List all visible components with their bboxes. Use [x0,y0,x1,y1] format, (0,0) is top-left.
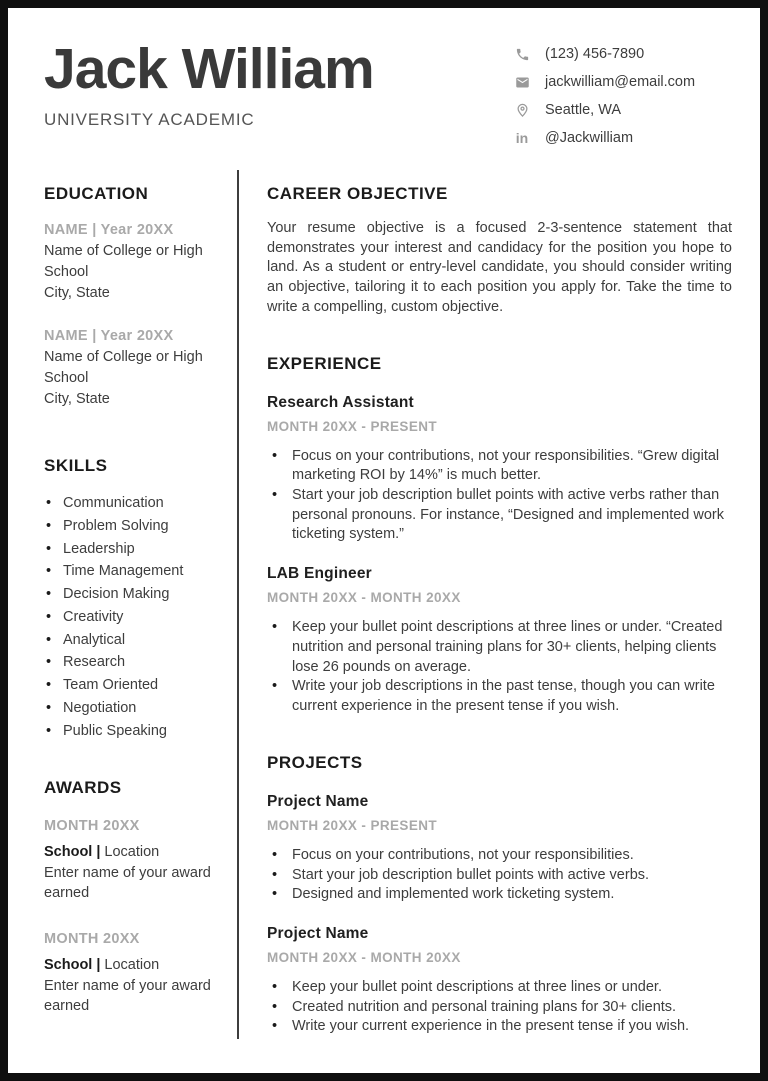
skill-item: • Public Speaking [44,720,221,743]
skill-item: • Research [44,651,221,674]
award-location: Location [104,844,160,861]
skill-item: • Leadership [44,538,221,561]
identity-block [44,37,374,146]
contact-location: Seattle, WA [545,102,622,118]
main-column [239,170,760,1073]
skill-item: • Decision Making [44,583,221,606]
contact-email: jackwilliam@email.com [545,74,696,90]
award-school-line [44,842,221,862]
education-heading: EDUCATION [44,184,149,203]
project-title: Project Name [267,792,369,810]
project-dates: MONTH 20XX - MONTH 20XX [267,949,461,965]
skills-heading: SKILLS [44,456,108,476]
job-dates: MONTH 20XX - MONTH 20XX [267,590,461,606]
education-school: Name of College or High School [44,349,203,387]
phone-icon [514,46,530,62]
skill-item: • Negotiation [44,697,221,720]
project-entry [267,925,732,1037]
job-bullet: • Keep your bullet point descriptions at three lines or under. “Created nutrition and personal training plans for 30+ clients, helping clients lose 26 pounds on average. [267,618,732,677]
education-meta: NAME | Year 20XX [44,222,174,238]
award-school-line [44,955,221,975]
education-entry [44,328,221,410]
award-school: School | [44,957,101,974]
award-description: Enter name of your award earned [44,864,211,901]
job-bullet-list [267,618,732,717]
project-bullet: • Write your current experience in the present tense if you wish. [267,1017,732,1037]
experience-job [267,565,732,717]
linkedin-icon: in [515,130,529,146]
contact-row-location [514,102,726,118]
job-bullet-list [267,447,732,546]
job-bullet: • Focus on your contributions, not your responsibilities. “Grew digital marketing ROI by 14%” is much better. [267,447,732,486]
experience-heading: EXPERIENCE [267,353,382,373]
award-entry [44,818,221,903]
award-location: Location [104,957,160,974]
education-city: City, State [44,285,110,302]
sidebar [8,170,239,1039]
project-bullet-list [267,846,732,905]
body-columns [8,170,760,1073]
email-icon [514,74,530,90]
skill-item: • Creativity [44,606,221,629]
project-dates: MONTH 20XX - PRESENT [267,817,438,833]
contact-row-phone [514,46,726,62]
project-bullet: • Start your job description bullet points with active verbs. [267,866,732,886]
contact-block [514,46,726,146]
job-bullet: • Start your job description bullet points with active verbs rather than personal pronouns. For instance, “Designed and implemented work ticketing system.” [267,486,732,545]
contact-row-linkedin [514,130,726,146]
projects-heading: PROJECTS [267,752,363,772]
skill-item: • Team Oriented [44,674,221,697]
person-title: UNIVERSITY ACADEMIC [44,109,255,129]
awards-heading: AWARDS [44,778,122,798]
header [8,8,760,146]
project-entry [267,793,732,905]
project-bullet-list [267,978,732,1037]
contact-linkedin: @Jackwilliam [545,130,634,146]
contact-row-email [514,74,726,90]
award-school: School | [44,844,101,861]
contact-phone: (123) 456-7890 [545,46,645,62]
career-objective-heading: CAREER OBJECTIVE [267,184,448,203]
project-title: Project Name [267,924,369,942]
job-bullet: • Write your job descriptions in the past tense, though you can write current experience in the present tense if you wish. [267,677,732,716]
education-city: City, State [44,391,110,408]
skill-item: • Problem Solving [44,515,221,538]
award-date: MONTH 20XX [44,818,140,835]
education-school: Name of College or High School [44,243,203,281]
location-icon [514,102,530,118]
job-title: LAB Engineer [267,565,372,583]
skill-item: • Communication [44,492,221,515]
career-objective-text: Your resume objective is a focused 2-3-sentence statement that demonstrates your interest and candidacy for the position you hope to land. As a student or entry-level candidate, you should consider writing an objective, tailoring it to each position you apply for. Take the time to write a compelling, custom objective. [267,220,732,315]
job-dates: MONTH 20XX - PRESENT [267,418,438,434]
skill-item: • Analytical [44,629,221,652]
project-bullet: • Keep your bullet point descriptions at three lines or under. [267,978,732,998]
experience-job [267,394,732,546]
project-bullet: • Designed and implemented work ticketing system. [267,885,732,905]
skill-item: • Time Management [44,560,221,583]
award-date: MONTH 20XX [44,931,140,948]
education-meta: NAME | Year 20XX [44,328,174,345]
person-name: Jack William [44,37,374,101]
education-entry [44,222,221,304]
skills-list [44,492,221,742]
job-title: Research Assistant [267,393,414,411]
project-bullet: • Focus on your contributions, not your responsibilities. [267,846,732,866]
project-bullet: • Created nutrition and personal training plans for 30+ clients. [267,998,732,1018]
award-entry [44,931,221,1016]
award-description: Enter name of your award earned [44,977,211,1014]
